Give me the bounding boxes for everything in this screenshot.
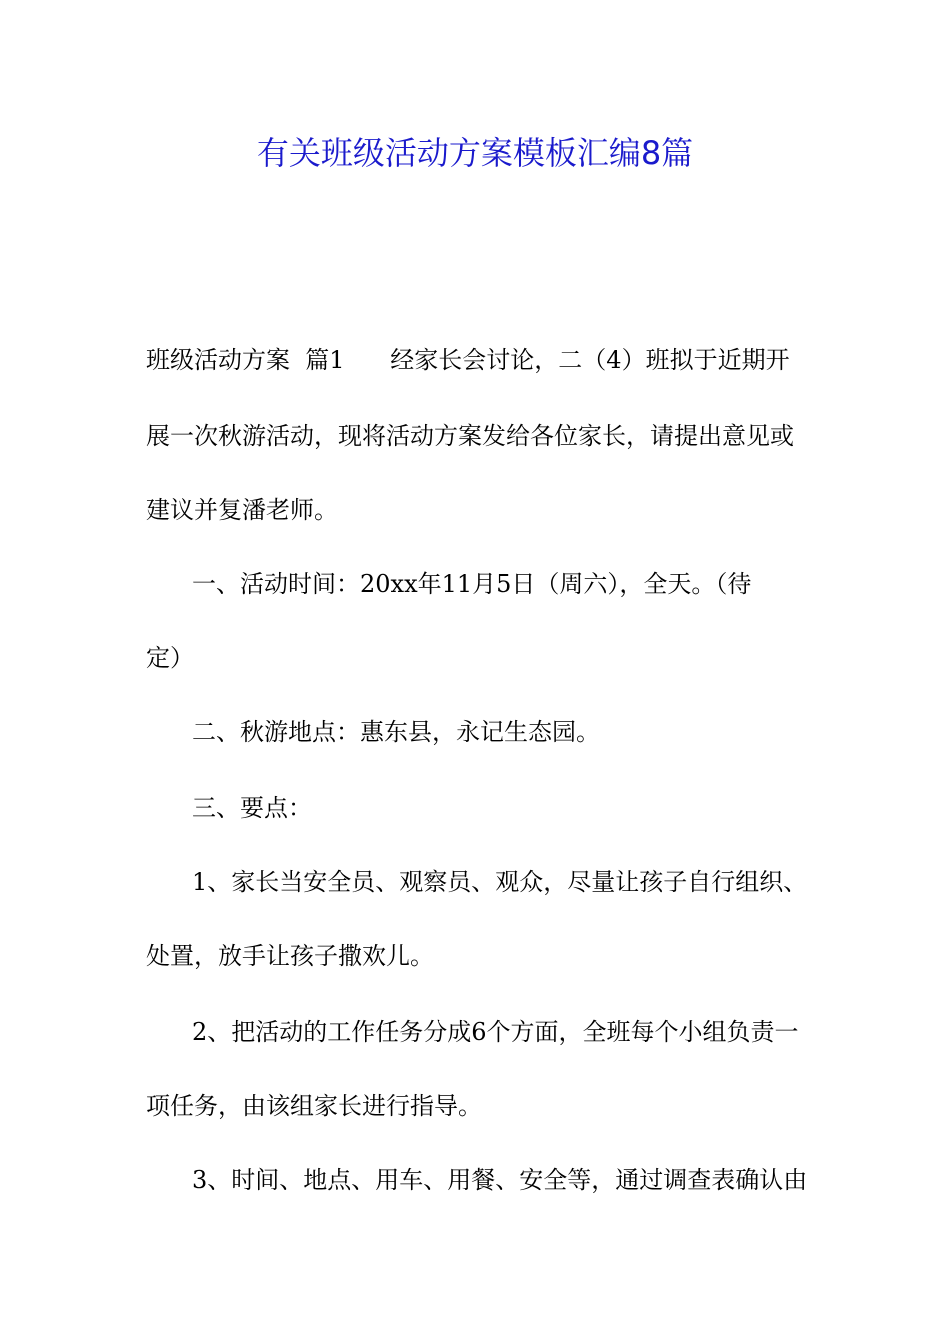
paragraph-line: 展一次秋游活动，现将活动方案发给各位家长，请提出意见或 (146, 422, 794, 450)
paragraph-line: 1、家长当安全员、观察员、观众，尽量让孩子自行组织、 (192, 868, 808, 896)
paragraph-line: 项任务，由该组家长进行指导。 (146, 1092, 482, 1120)
paragraph-line: 三、要点： (192, 794, 312, 822)
paragraph-line: 处置，放手让孩子撒欢儿。 (146, 942, 434, 970)
paragraph-line: 3、时间、地点、用车、用餐、安全等，通过调查表确认由 (192, 1166, 808, 1194)
paragraph-line: 一、活动时间：20xx年11月5日（周六），全天。（待 (192, 570, 752, 598)
paragraph-line: 班级活动方案 篇1 经家长会讨论，二（4）班拟于近期开 (146, 346, 790, 374)
paragraph-line: 定） (146, 644, 194, 672)
paragraph-line: 2、把活动的工作任务分成6个方面，全班每个小组负责一 (192, 1018, 799, 1046)
document-title: 有关班级活动方案模板汇编8篇 (256, 134, 694, 172)
paragraph-line: 二、秋游地点：惠东县，永记生态园。 (192, 718, 600, 746)
paragraph-line: 建议并复潘老师。 (146, 496, 338, 524)
